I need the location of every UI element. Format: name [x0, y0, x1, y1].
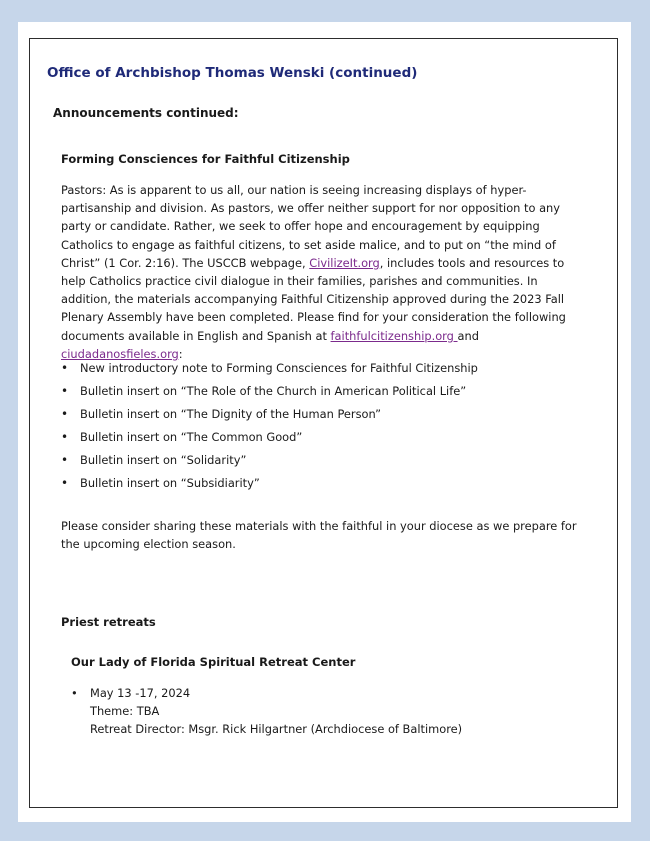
- list-item: • Bulletin insert on “Subsidiarity”: [61, 474, 581, 497]
- retreat-item: [71, 684, 462, 739]
- documents-list: [61, 359, 581, 497]
- body-paragraph: [61, 181, 581, 363]
- paragraph-text-4: :: [178, 346, 183, 361]
- civilizeit-link[interactable]: CivilizeIt.org: [309, 255, 380, 270]
- office-title: Office of Archbishop Thomas Wenski (continued): [47, 65, 418, 81]
- retreat-theme: Theme: TBA: [90, 704, 160, 719]
- retreat-list: [71, 684, 462, 739]
- paragraph-text-2: , includes tools and resources to help Catholics practice civil dialogue in their families, parishes and communities. In addition, the materials accompanying Faithful Citizenship approved during the 2023 Fall Plenary Assembly have been completed. Please find for your consideration the following documents available in English and Spanish at: [61, 255, 566, 343]
- paragraph-text-1: Pastors: As is apparent to us all, our nation is seeing increasing displays of hyper-partisanship and division. As pastors, we offer neither support for nor opposition to any party or candidate. Rather, we seek to offer hope and encouragement by equipping Catholics to engage as faithful citizens, to set aside malice, and to put on “the mind of Christ” (1 Cor. 2:16). The USCCB webpage,: [61, 183, 561, 270]
- retreats-heading: Priest retreats: [61, 615, 156, 629]
- list-item: • New introductory note to Forming Consciences for Faithful Citizenship: [61, 359, 581, 382]
- closing-paragraph: Please consider sharing these materials with the faithful in your diocese as we prepare for the upcoming election season.: [61, 519, 577, 552]
- retreat-dates: • May 13 -17, 2024: [90, 686, 191, 700]
- list-item: • Bulletin insert on “The Dignity of the Human Person”: [61, 405, 581, 428]
- list-item: • Bulletin insert on “The Role of the Church in American Political Life”: [61, 382, 581, 405]
- list-item: • Bulletin insert on “Solidarity”: [61, 451, 581, 474]
- ciudadanosfieles-link[interactable]: ciudadanosfieles.org: [61, 346, 179, 361]
- section-title: Forming Consciences for Faithful Citizenship: [61, 152, 350, 166]
- faithfulcitizenship-link[interactable]: faithfulcitizenship.org: [330, 328, 458, 343]
- retreat-director: Retreat Director: Msgr. Rick Hilgartner (Archdiocese of Baltimore): [90, 722, 463, 737]
- retreat-center-name: Our Lady of Florida Spiritual Retreat Center: [71, 655, 356, 669]
- announcements-heading: Announcements continued:: [53, 106, 239, 120]
- list-item: • Bulletin insert on “The Common Good”: [61, 428, 581, 451]
- paragraph-text-3: and: [457, 328, 479, 343]
